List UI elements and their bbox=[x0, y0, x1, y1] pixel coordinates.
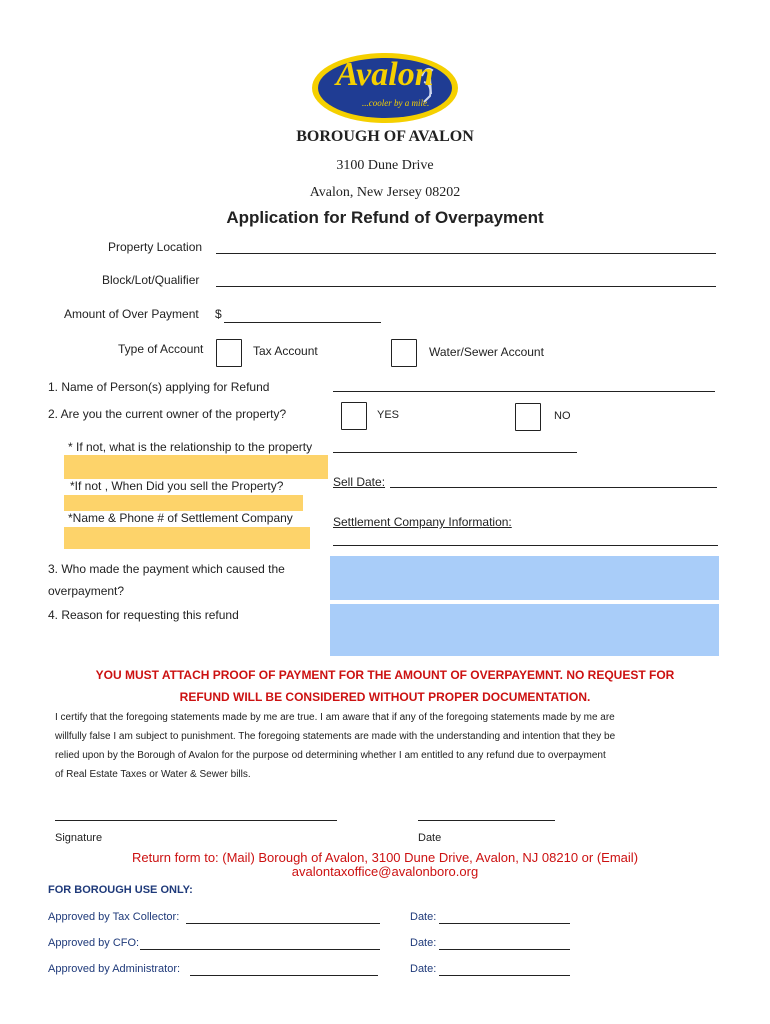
yes-checkbox[interactable] bbox=[341, 402, 367, 430]
amount-field[interactable] bbox=[224, 322, 381, 323]
yes-label: YES bbox=[377, 409, 400, 421]
signature-field[interactable] bbox=[55, 820, 337, 821]
settlement-info-label: Settlement Company Information: bbox=[333, 515, 512, 529]
q4-answer-box[interactable] bbox=[330, 604, 719, 656]
tax-collector-date-label: Date: bbox=[410, 911, 437, 923]
administrator-date-label: Date: bbox=[410, 963, 437, 975]
cfo-date-field[interactable] bbox=[439, 949, 570, 950]
q1-field[interactable] bbox=[333, 391, 715, 392]
tax-collector-field[interactable] bbox=[186, 923, 380, 924]
q3-label-line2: overpayment? bbox=[48, 584, 125, 598]
cfo-date-label: Date: bbox=[410, 937, 437, 949]
tax-collector-label: Approved by Tax Collector: bbox=[48, 911, 180, 923]
water-sewer-checkbox[interactable] bbox=[391, 339, 417, 367]
signature-label: Signature bbox=[55, 832, 103, 844]
sell-date-label: Sell Date: bbox=[333, 475, 386, 489]
cfo-label: Approved by CFO: bbox=[48, 937, 140, 949]
settlement-name-label: *Name & Phone # of Settlement Company bbox=[68, 511, 293, 525]
relationship-label: * If not, what is the relationship to the property bbox=[68, 440, 313, 454]
sell-date-field[interactable] bbox=[390, 487, 717, 488]
settlement-highlight bbox=[64, 527, 310, 549]
amount-label: Amount of Over Payment bbox=[64, 307, 199, 321]
when-sold-label: *If not , When Did you sell the Property? bbox=[70, 479, 284, 493]
tax-account-label: Tax Account bbox=[253, 344, 318, 358]
administrator-field[interactable] bbox=[190, 975, 378, 976]
certify-line2: willfully false I am subject to punishment. The foregoing statements are made with the understanding and intention that they be bbox=[55, 731, 616, 742]
notice-line1: YOU MUST ATTACH PROOF OF PAYMENT FOR THE AMOUNT OF OVERPAYEMNT. NO REQUEST FOR bbox=[95, 668, 675, 682]
property-location-field[interactable] bbox=[216, 253, 716, 254]
property-location-label: Property Location bbox=[108, 240, 203, 254]
q3-label-line1: 3. Who made the payment which caused the bbox=[48, 562, 285, 576]
date-label: Date bbox=[418, 832, 442, 844]
administrator-label: Approved by Administrator: bbox=[48, 963, 181, 975]
return-email[interactable]: avalontaxoffice@avalonboro.org bbox=[291, 864, 479, 879]
water-sewer-label: Water/Sewer Account bbox=[429, 345, 544, 359]
tax-account-checkbox[interactable] bbox=[216, 339, 242, 367]
return-line1: Return form to: (Mail) Borough of Avalon, 3100 Dune Drive, Avalon, NJ 08210 or (Email) bbox=[131, 850, 639, 865]
no-label: NO bbox=[554, 410, 571, 422]
relationship-highlight bbox=[64, 455, 328, 479]
tax-collector-date-field[interactable] bbox=[439, 923, 570, 924]
settlement-info-field[interactable] bbox=[333, 545, 718, 546]
logo-tagline: ...cooler by a mile. bbox=[362, 98, 430, 108]
q1-label: 1. Name of Person(s) applying for Refund bbox=[48, 380, 270, 394]
block-lot-label: Block/Lot/Qualifier bbox=[102, 273, 200, 287]
date-field[interactable] bbox=[418, 820, 555, 821]
office-heading: FOR BOROUGH USE ONLY: bbox=[48, 884, 193, 896]
cfo-field[interactable] bbox=[140, 949, 380, 950]
block-lot-field[interactable] bbox=[216, 286, 716, 287]
form-title: Application for Refund of Overpayment bbox=[226, 208, 544, 227]
logo-text: Avalon bbox=[336, 56, 434, 93]
when-sold-highlight bbox=[64, 495, 303, 511]
certify-line4: of Real Estate Taxes or Water & Sewer bills. bbox=[55, 769, 251, 780]
dollar-sign: $ bbox=[215, 307, 222, 321]
org-name: BOROUGH OF AVALON bbox=[296, 128, 474, 145]
no-checkbox[interactable] bbox=[515, 403, 541, 431]
account-type-label: Type of Account bbox=[118, 342, 204, 356]
q4-label: 4. Reason for requesting this refund bbox=[48, 608, 239, 622]
certify-line1: I certify that the foregoing statements made by me are true. I am aware that if any of the foregoing statements made by me are bbox=[55, 712, 615, 723]
q2-label: 2. Are you the current owner of the property? bbox=[48, 407, 287, 421]
relationship-field[interactable] bbox=[333, 452, 577, 453]
q3-answer-box[interactable] bbox=[330, 556, 719, 600]
address-line1: 3100 Dune Drive bbox=[336, 158, 434, 173]
administrator-date-field[interactable] bbox=[439, 975, 570, 976]
notice-line2: REFUND WILL BE CONSIDERED WITHOUT PROPER DOCUMENTATION. bbox=[179, 690, 591, 704]
certify-line3: relied upon by the Borough of Avalon for the purpose od determining whether I am entitled to any refund due to overpayment bbox=[55, 750, 606, 761]
avalon-logo bbox=[310, 52, 460, 124]
address-line2: Avalon, New Jersey 08202 bbox=[309, 185, 461, 200]
